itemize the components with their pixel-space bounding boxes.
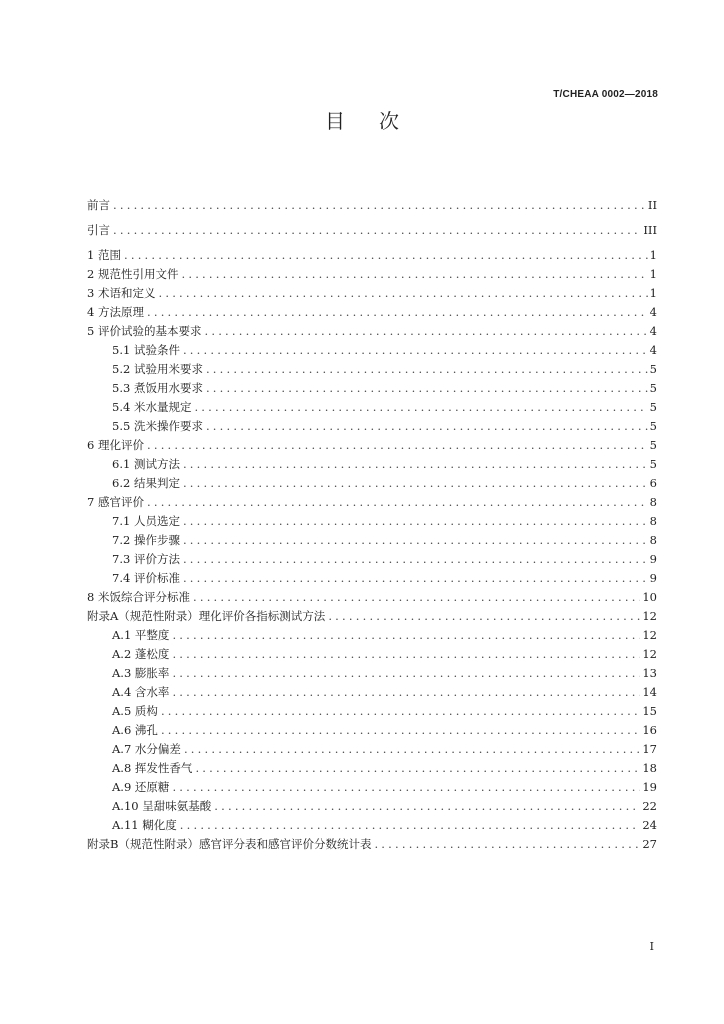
toc-leader — [374, 836, 640, 852]
toc-entry-label: 前言 — [87, 198, 110, 212]
toc-entry-page: 22 — [642, 799, 657, 813]
toc-entry-page: 5 — [649, 419, 657, 433]
toc-entry-page: 12 — [642, 628, 657, 642]
toc-entry[interactable] — [112, 779, 657, 795]
toc-leader — [184, 741, 640, 757]
toc-entry[interactable] — [112, 665, 657, 681]
toc-leader — [183, 456, 648, 472]
toc-entry-page: 5 — [649, 362, 657, 376]
toc-entry-label: 附录A（规范性附录）理化评价各指标测试方法 — [87, 609, 326, 623]
toc-entry-label: 附录B（规范性附录）感官评分表和感官评价分数统计表 — [87, 837, 372, 851]
page-number: I — [649, 940, 654, 953]
toc-entry-page: 13 — [642, 666, 657, 680]
toc-entry-label: 7.3 评价方法 — [112, 552, 180, 566]
toc-leader — [183, 532, 648, 548]
toc-entry-page: 8 — [649, 495, 657, 509]
toc-leader — [124, 247, 648, 263]
toc-entry-label: 5.1 试验条件 — [112, 343, 180, 357]
toc-entry-label: A.11 糊化度 — [112, 818, 177, 832]
toc-entry[interactable] — [112, 570, 657, 586]
toc-leader — [206, 380, 648, 396]
toc-entry-page: 10 — [642, 590, 657, 604]
toc-leader — [206, 361, 648, 377]
toc-entry-page: 6 — [649, 476, 657, 490]
toc-entry[interactable] — [87, 197, 657, 213]
toc-entry-label: A.9 还原糖 — [112, 780, 170, 794]
toc-entry[interactable] — [112, 741, 657, 757]
toc-leader — [147, 494, 648, 510]
toc-entry-label: A.2 蓬松度 — [112, 647, 170, 661]
toc-entry-page: 12 — [642, 647, 657, 661]
toc-leader — [172, 684, 640, 700]
toc-entry[interactable] — [112, 722, 657, 738]
toc-leader — [172, 646, 640, 662]
toc-leader — [183, 513, 648, 529]
toc-leader — [193, 589, 640, 605]
toc-entry[interactable] — [87, 836, 657, 852]
page-title: 目次 — [325, 109, 433, 133]
toc-entry-page: 9 — [649, 552, 657, 566]
toc-entry-page: 24 — [642, 818, 657, 832]
toc-entry[interactable] — [87, 437, 657, 453]
toc-entry-page: II — [647, 198, 657, 212]
toc-entry-label: A.3 膨胀率 — [112, 666, 170, 680]
toc-entry-label: 5 评价试验的基本要求 — [87, 324, 202, 338]
toc-entry[interactable] — [112, 760, 657, 776]
toc-entry[interactable] — [112, 798, 657, 814]
toc-entry-label: 3 术语和定义 — [87, 286, 156, 300]
toc-leader — [172, 627, 640, 643]
toc-entry-page: 15 — [642, 704, 657, 718]
toc-leader — [147, 304, 648, 320]
toc-entry-label: A.4 含水率 — [112, 685, 170, 699]
toc-entry-page: 5 — [649, 438, 657, 452]
toc-entry[interactable] — [112, 418, 657, 434]
toc-entry-label: 2 规范性引用文件 — [87, 267, 179, 281]
toc-entry-page: 1 — [649, 267, 657, 281]
toc-entry-label: A.1 平整度 — [112, 628, 170, 642]
toc-entry[interactable] — [112, 551, 657, 567]
toc-leader — [183, 475, 648, 491]
toc-leader — [147, 437, 648, 453]
toc-entry[interactable] — [87, 266, 657, 282]
toc-leader — [206, 418, 648, 434]
toc-entry-label: 1 范围 — [87, 248, 121, 262]
toc-entry-page: 4 — [649, 324, 657, 338]
toc-entry-label: A.8 挥发性香气 — [112, 761, 193, 775]
toc-entry-page: 5 — [649, 381, 657, 395]
toc-leader — [172, 665, 640, 681]
toc-entry-page: 16 — [642, 723, 657, 737]
toc-entry-page: III — [643, 223, 657, 237]
toc-entry-page: 27 — [642, 837, 657, 851]
toc-entry-label: 5.3 煮饭用水要求 — [112, 381, 203, 395]
toc-entry[interactable] — [112, 361, 657, 377]
toc-entry-label: 7 感官评价 — [87, 495, 144, 509]
toc-entry-label: A.6 沸孔 — [112, 723, 158, 737]
toc-entry[interactable] — [87, 608, 657, 624]
toc-entry[interactable] — [87, 247, 657, 263]
toc-leader — [113, 197, 646, 213]
toc-entry-page: 14 — [642, 685, 657, 699]
toc-leader — [195, 760, 640, 776]
toc-entry-label: A.5 质构 — [112, 704, 158, 718]
toc-leader — [158, 285, 647, 301]
toc-entry-page: 1 — [649, 248, 657, 262]
toc-entry[interactable] — [112, 627, 657, 643]
toc-entry[interactable] — [112, 456, 657, 472]
toc-leader — [328, 608, 640, 624]
toc-entry-page: 12 — [642, 609, 657, 623]
toc-entry-label: 7.2 操作步骤 — [112, 533, 180, 547]
toc-entry-label: 6.2 结果判定 — [112, 476, 180, 490]
toc-entry[interactable] — [112, 380, 657, 396]
toc-entry-page: 1 — [649, 286, 657, 300]
toc-leader — [183, 551, 648, 567]
toc-entry-page: 17 — [642, 742, 657, 756]
toc-entry-label: A.7 水分偏差 — [112, 742, 181, 756]
toc-leader — [204, 323, 647, 339]
toc-leader — [183, 342, 648, 358]
toc-leader — [194, 399, 647, 415]
toc-entry-label: 4 方法原理 — [87, 305, 144, 319]
toc-entry-page: 4 — [649, 305, 657, 319]
toc-entry-label: 引言 — [87, 223, 110, 237]
toc-leader — [161, 722, 640, 738]
toc-entry[interactable] — [112, 646, 657, 662]
toc-entry[interactable] — [112, 399, 657, 415]
toc-entry[interactable] — [87, 589, 657, 605]
toc-entry[interactable] — [112, 703, 657, 719]
toc-entry[interactable] — [112, 684, 657, 700]
toc-entry-label: A.10 呈甜味氨基酸 — [112, 799, 212, 813]
toc-leader — [181, 266, 647, 282]
toc-entry-page: 4 — [649, 343, 657, 357]
toc-entry-page: 5 — [649, 400, 657, 414]
toc-entry[interactable] — [112, 475, 657, 491]
toc-leader — [161, 703, 640, 719]
toc-entry[interactable] — [87, 222, 657, 238]
toc-leader — [214, 798, 640, 814]
toc-entry[interactable] — [112, 532, 657, 548]
toc-entry[interactable] — [87, 285, 657, 301]
standard-code: T/CHEAA 0002—2018 — [553, 89, 658, 100]
toc-leader — [183, 570, 648, 586]
toc-leader — [172, 779, 640, 795]
toc-leader — [180, 817, 641, 833]
toc-entry-label: 5.4 米水量规定 — [112, 400, 192, 414]
toc-entry-label: 6 理化评价 — [87, 438, 144, 452]
toc-entry[interactable] — [112, 342, 657, 358]
toc-entry-label: 5.5 洗米操作要求 — [112, 419, 203, 433]
toc-entry[interactable] — [87, 304, 657, 320]
toc-entry-page: 18 — [642, 761, 657, 775]
toc-entry-label: 5.2 试验用米要求 — [112, 362, 203, 376]
toc-entry[interactable] — [87, 494, 657, 510]
toc-entry-label: 7.4 评价标准 — [112, 571, 180, 585]
toc-entry-page: 19 — [642, 780, 657, 794]
toc-entry-page: 5 — [649, 457, 657, 471]
toc-leader — [113, 222, 641, 238]
toc-entry[interactable] — [112, 513, 657, 529]
toc-entry-page: 8 — [649, 514, 657, 528]
toc-entry[interactable] — [112, 817, 657, 833]
toc-entry-page: 9 — [649, 571, 657, 585]
toc-entry-label: 7.1 人员选定 — [112, 514, 180, 528]
toc-entry-label: 8 米饭综合评分标准 — [87, 590, 190, 604]
toc-entry-label: 6.1 测试方法 — [112, 457, 180, 471]
toc-entry-page: 8 — [649, 533, 657, 547]
toc-entry[interactable] — [87, 323, 657, 339]
